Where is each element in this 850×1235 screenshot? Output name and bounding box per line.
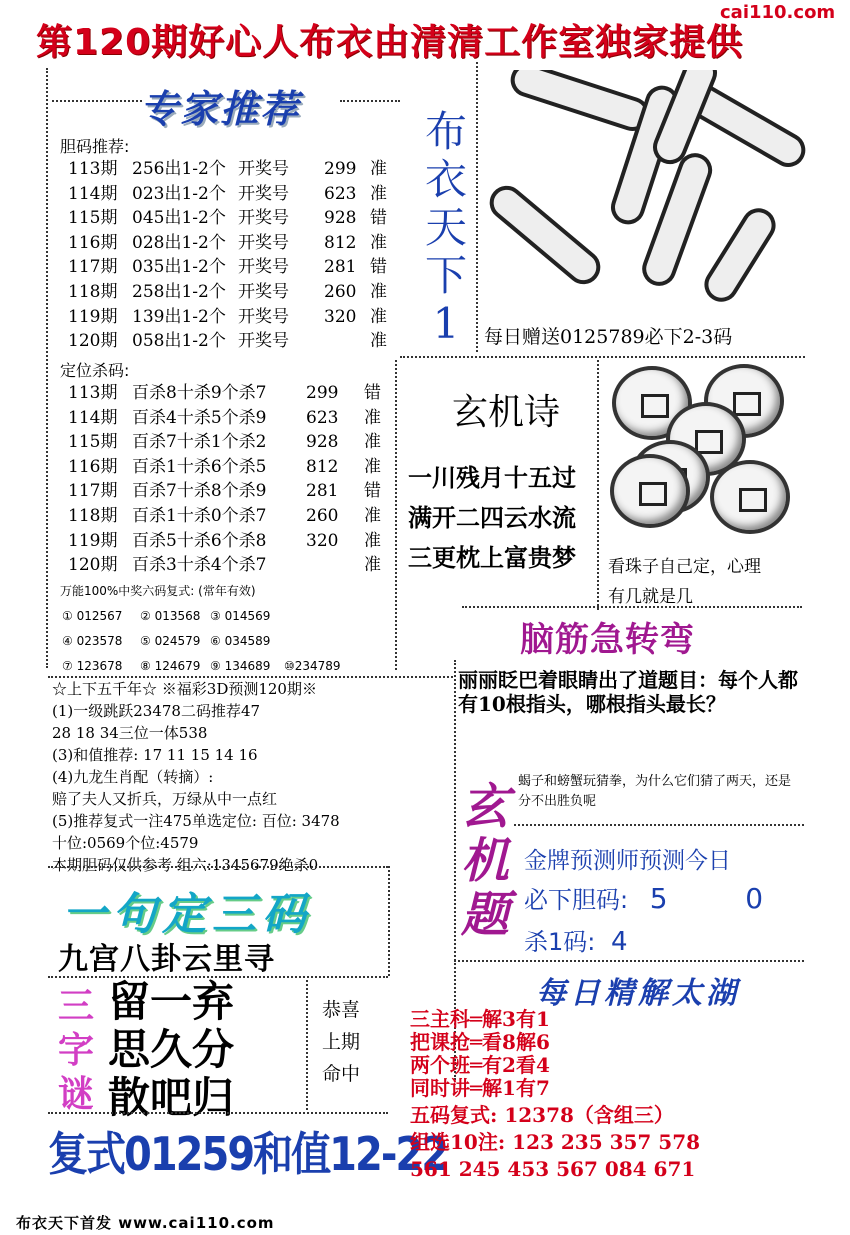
- kill-label: 杀1码:: [524, 928, 596, 956]
- taihu-line: 三主科═解3有1: [410, 1007, 550, 1031]
- six-title: 万能100%中奖六码复式: (常年有效): [60, 584, 256, 598]
- taihu-line: 两个班═有2看4: [410, 1053, 550, 1077]
- poem-line: 满开二四云水流: [408, 503, 576, 532]
- table-row: 115期 百杀7十杀1个杀2 928 准: [68, 432, 381, 453]
- divider: [48, 866, 388, 868]
- buyi-vertical: 布衣天下1: [424, 107, 467, 348]
- taihu-line: 五码复式: 12378（含组三）: [410, 1103, 674, 1127]
- table-row: 117期 035出1-2个 开奖号 281 错: [68, 257, 387, 278]
- poem-line: 一川残月十五过: [408, 463, 576, 492]
- divider: [400, 356, 805, 358]
- oneline-subtitle: 九宫八卦云里寻: [58, 942, 275, 977]
- site-link[interactable]: cai110.com: [720, 2, 836, 23]
- taihu-line: 组选10注: 123 235 357 578: [410, 1130, 701, 1154]
- list-item: ⑦ 123678 ⑧ 124679 ⑨ 134689 ⑩234789: [62, 659, 341, 673]
- history-line: (5)推荐复式一注475单选定位: 百位: 3478: [52, 812, 340, 830]
- poem-line: 三更枕上富贵梦: [408, 543, 576, 572]
- riddle-lines: [108, 978, 234, 1122]
- taihu-line: 561 245 453 567 084 671: [410, 1157, 696, 1181]
- history-line: ☆上下五千年☆ ※福彩3D预测120期※: [52, 680, 317, 698]
- history-line: (4)九龙生肖配（转摘）:: [52, 768, 214, 786]
- history-line: 十位:0569个位:4579: [52, 834, 199, 852]
- table-row: 114期 023出1-2个 开奖号 623 准: [68, 183, 387, 204]
- taihu-line: 同时讲═解1有7: [410, 1076, 550, 1100]
- table-row: 113期 百杀8十杀9个杀7 299 错: [68, 383, 381, 403]
- must-a: 5: [649, 882, 668, 915]
- divider: [476, 62, 478, 352]
- table-row: 118期 百杀1十杀0个杀7 260 准: [68, 505, 381, 526]
- six-grid: [62, 604, 341, 679]
- expert-heading: 专家推荐: [140, 86, 301, 131]
- must-label: 必下胆码:: [524, 886, 629, 914]
- divider: [454, 960, 804, 962]
- dan-title: 胆码推荐:: [60, 137, 130, 156]
- history-line: 28 18 34三位一体538: [52, 724, 208, 742]
- kill-row: [524, 922, 628, 957]
- divider: [462, 606, 802, 608]
- congrats-line: 恭喜: [322, 999, 361, 1021]
- table-row: 120期 058出1-2个 开奖号 准: [68, 331, 387, 352]
- divider: [48, 1112, 388, 1114]
- history-line: (1)一级跳跃23478二码推荐47: [52, 702, 261, 720]
- congrats-line: 命中: [322, 1063, 361, 1085]
- poem-lines: [408, 458, 576, 578]
- taihu-lines: [410, 1008, 700, 1181]
- list-item: ④ 023578 ⑤ 024579 ⑥ 034589: [62, 634, 271, 648]
- coin-icon: [610, 454, 690, 528]
- table-row: 116期 百杀1十杀6个杀5 812 准: [68, 456, 381, 477]
- mystery-title: 玄机题: [460, 779, 509, 943]
- divider: [340, 100, 400, 102]
- riddle-line: 思久分: [108, 1025, 235, 1074]
- must-row: [524, 880, 763, 915]
- divider: [52, 100, 142, 102]
- poem-title: 玄机诗: [452, 392, 561, 433]
- list-item: ① 012567 ② 013568 ③ 014569: [62, 609, 271, 623]
- history-line: 赔了夫人又折兵，万绿从中一点红: [52, 790, 278, 808]
- brain-title: 脑筋急转弯: [520, 620, 695, 660]
- table-row: 116期 028出1-2个 开奖号 812 准: [68, 232, 387, 253]
- header-bar: [0, 0, 850, 63]
- table-row: 119期 百杀5十杀6个杀8 320 准: [68, 530, 381, 551]
- coin-note: [608, 552, 761, 612]
- table-row: 115期 045出1-2个 开奖号 928 错: [68, 208, 387, 229]
- taihu-title: 每日精解太湖: [536, 976, 740, 1011]
- table-row: 113期 256出1-2个 开奖号 299 准: [68, 159, 387, 179]
- coin-icon: [710, 460, 790, 534]
- divider: [597, 360, 599, 610]
- congrats: [322, 994, 360, 1090]
- table-row: 119期 139出1-2个 开奖号 320 准: [68, 306, 387, 327]
- table-row: 120期 百杀3十杀4个杀7 准: [68, 555, 381, 576]
- divider: [395, 360, 397, 670]
- divider: [306, 980, 308, 1110]
- riddle-label: 三字谜: [58, 985, 95, 1115]
- knot-graphic: [480, 70, 810, 320]
- gold-title: 金牌预测师预测今日: [524, 848, 731, 874]
- page-title: 第120期好心人布衣由清清工作室独家提供: [36, 22, 744, 63]
- oneline-title: 一句定三码: [62, 889, 312, 940]
- divider: [514, 824, 804, 826]
- kill-table: [68, 381, 381, 578]
- history-box: [52, 678, 340, 876]
- taihu-line: 把课抢═看8解6: [410, 1030, 550, 1054]
- kill-title: 定位杀码:: [60, 361, 130, 380]
- mystery-riddle: 蝎子和螃蟹玩猜拳，为什么它们猜了两天，还是分不出胜负呢: [518, 774, 792, 809]
- divider: [388, 866, 390, 976]
- coin-note-line: 看珠子自己定，心理: [608, 557, 761, 577]
- kill-val: 4: [611, 927, 628, 957]
- riddle-line: 散吧归: [108, 1073, 235, 1122]
- riddle-line: 留一弃: [108, 977, 235, 1026]
- history-line: 本期胆码仅供参考 组六:1345679绝杀0: [52, 856, 319, 874]
- table-row: 118期 258出1-2个 开奖号 260 准: [68, 281, 387, 302]
- divider: [46, 68, 48, 668]
- coin-note-line: 有几就是几: [608, 587, 693, 607]
- daily-gift: 每日赠送0125789必下2-3码: [484, 326, 733, 348]
- fushi: 复式01259和值12-22: [48, 1128, 448, 1182]
- history-line: (3)和值推荐: 17 11 15 14 16: [52, 746, 258, 764]
- must-b: 0: [745, 882, 764, 915]
- congrats-line: 上期: [322, 1031, 361, 1053]
- table-row: 114期 百杀4十杀5个杀9 623 准: [68, 407, 381, 428]
- dan-table: [68, 157, 387, 354]
- coins-graphic: [604, 360, 804, 550]
- brain-text: 丽丽眨巴着眼睛出了道题目：每个人都有10根指头，哪根指头最长？: [458, 668, 798, 716]
- table-row: 117期 百杀7十杀8个杀9 281 错: [68, 481, 381, 502]
- footer-text[interactable]: 布衣天下首发 www.cai110.com: [16, 1214, 275, 1232]
